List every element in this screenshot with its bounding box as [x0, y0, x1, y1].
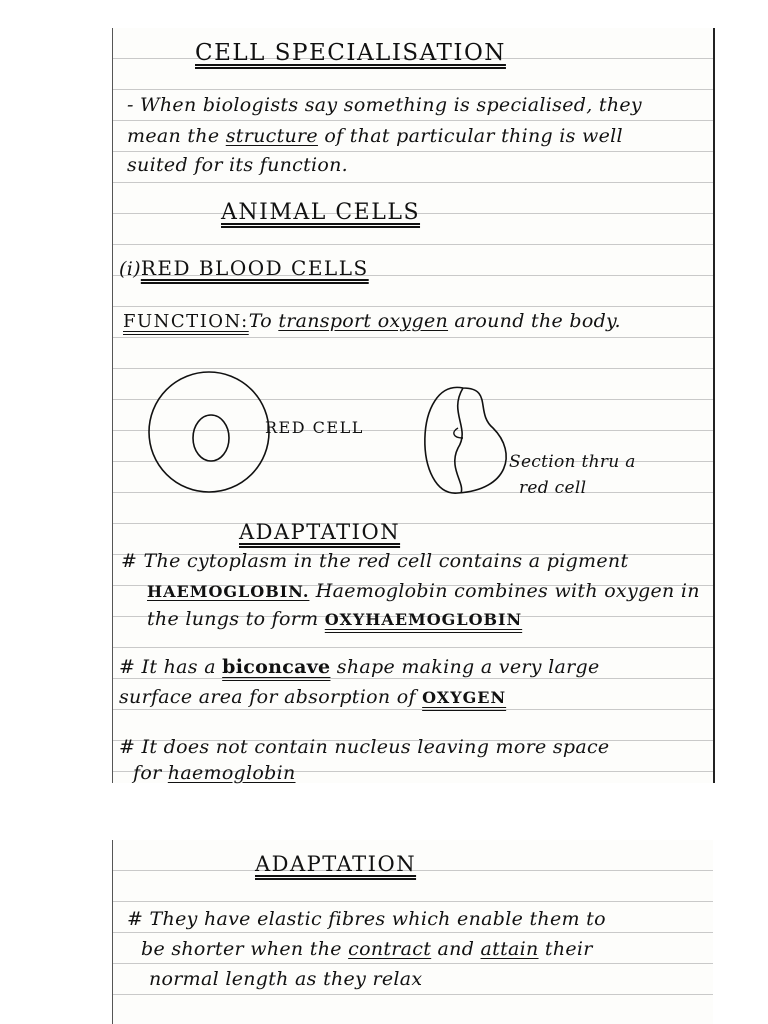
oxyhaemoglobin-term: OXYHAEMOGLOBIN [324, 610, 523, 629]
haemoglobin-word: haemoglobin [167, 762, 296, 784]
point-1-line-2 [147, 580, 700, 602]
page-title: CELL SPECIALISATION [195, 40, 506, 66]
intro-line-1: - When biologists say something is specialised, they [127, 94, 642, 116]
point-2-line-1-post: shape making a very large [330, 656, 600, 678]
page2-line-2-mid: and [431, 938, 481, 960]
point-1-line-1: # The cytoplasm in the red cell contains a pigment [121, 550, 629, 572]
biconcave-term: biconcave [222, 656, 331, 678]
point-1-line-2-rest: Haemoglobin combines with oxygen in [309, 580, 700, 602]
point-1-line-3-pre: the lungs to form [147, 608, 325, 630]
haemoglobin-term: HAEMOGLOBIN. [147, 582, 310, 601]
point-2-line-2 [119, 686, 506, 708]
section-outline [425, 387, 506, 493]
item-label: RED BLOOD CELLS [140, 256, 369, 280]
point-2-line-1 [119, 656, 600, 678]
contract-word: contract [348, 938, 432, 960]
point-1-line-3 [147, 608, 522, 630]
point-2-line-2-pre: surface area for absorption of [119, 686, 423, 708]
function-label: FUNCTION: [123, 311, 249, 332]
notebook-page-2 [112, 840, 713, 1024]
red-cell-centre [193, 415, 229, 461]
section-subtitle: ANIMAL CELLS [221, 200, 421, 225]
section-label-2: red cell [519, 478, 587, 498]
page2-line-1: # They have elastic fibres which enable them to [127, 908, 606, 930]
intro-line-2-post: of that particular thing is well [317, 125, 623, 147]
intro-line-3: suited for its function. [127, 154, 349, 176]
page2-line-2 [141, 938, 593, 960]
function-pre: To [248, 310, 279, 332]
attain-word: attain [480, 938, 539, 960]
intro-line-2-pre: mean the [127, 125, 226, 147]
oxygen-term: OXYGEN [422, 688, 507, 707]
page2-line-3: normal length as they relax [149, 968, 423, 990]
function-post: around the body. [448, 310, 621, 332]
page2-line-2-post: their [538, 938, 593, 960]
point-3-line-2-pre: for [133, 762, 168, 784]
section-label-1: Section thru a [509, 452, 636, 472]
notebook-page-1 [112, 28, 715, 783]
red-cell-outline [149, 372, 269, 492]
page2-line-2-pre: be shorter when the [141, 938, 349, 960]
point-3-line-2 [133, 762, 296, 784]
adaptation-heading-2: ADAPTATION [255, 852, 417, 876]
section-inner-line [455, 388, 463, 493]
point-2-line-1-pre: # It has a [119, 656, 223, 678]
red-cell-label: RED CELL [265, 418, 364, 437]
function-underlined: transport oxygen [278, 310, 449, 332]
adaptation-heading: ADAPTATION [239, 520, 401, 544]
item-number: (i) [119, 258, 141, 280]
intro-structure-word: structure [225, 125, 318, 147]
point-3-line-1: # It does not contain nucleus leaving more space [119, 736, 610, 758]
